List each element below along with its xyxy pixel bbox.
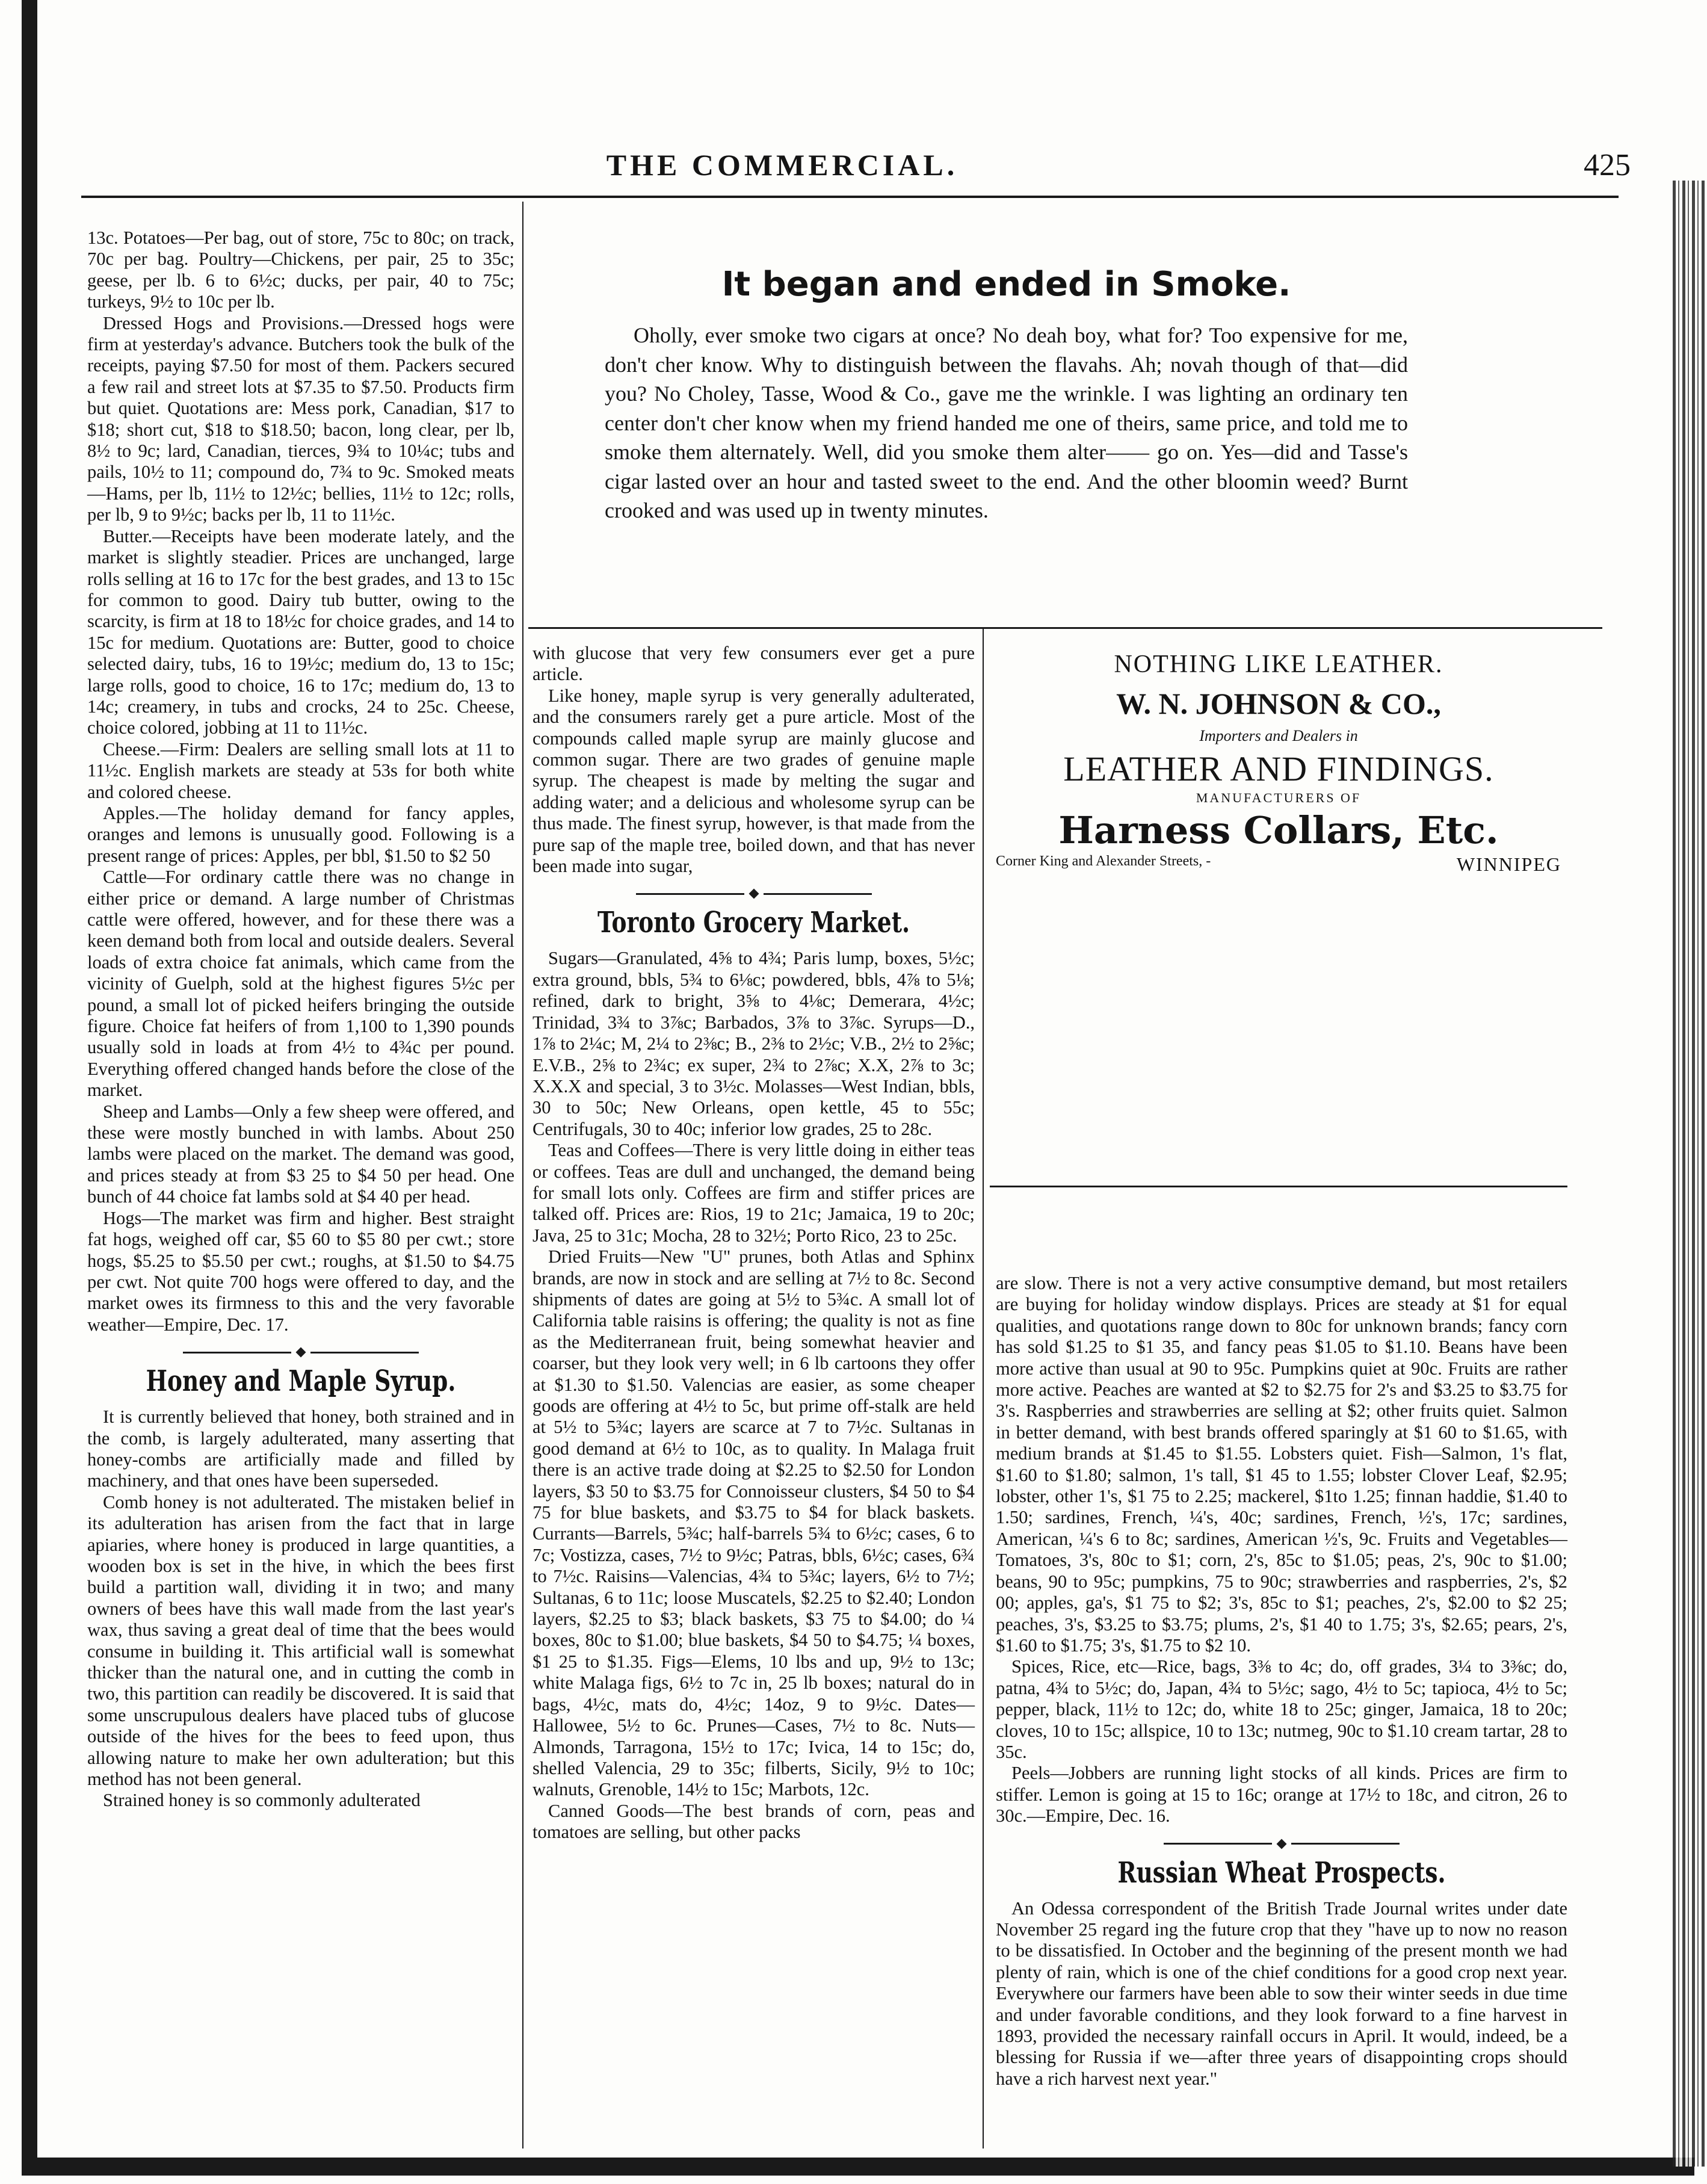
article-paragraph: Strained honey is so commonly adulterated — [103, 1790, 421, 1811]
article-paragraph: Peels—Jobbers are running light stocks of all kinds. Prices are firm to stiffer. Lemon is going at 15 to 16c; orange at 17½ to 18c, and citron, 26 to 30c.—Empire, Dec. 16. — [996, 1763, 1567, 1827]
leather-ad-company: W. N. JOHNSON & CO., — [1116, 687, 1441, 720]
header-rule — [81, 196, 1619, 198]
smoke-ad-body: Oholly, ever smoke two cigars at once? No deah boy, what for? Too expensive for me, don't cher know. Why to distinguish between the flavahs. Ah; novah though of that—did you? No Choley, Tasse, Wood & Co., gave me the wrinkle. I was lighting an ordinary ten center don't cher know when my friend handed me one of theirs, same price, and told me to smoke them alternately. Well, did you smoke them alter—— go on. Yes—did and Tasse's cigar lasted over an hour and tasted sweet to the end. And the other bloomin weed? Burnt crooked and was used up in twenty minutes. — [605, 323, 1408, 522]
article-paragraph: Like honey, maple syrup is very generally adulterated, and the consumers rarely get a pure article. Most of the compounds called maple syrup are mainly glucose and common sugar. There are two grades of genuine maple syrup. The cheapest is made by melting the sugar and adding water; and a delicious and wholesome syrup can be thus made. The finest syrup, however, is that made from the pure sap of the maple tree, boiled down, and that has never been made into sugar, — [532, 685, 975, 877]
section-ornament — [996, 1832, 1567, 1845]
article-paragraph: Cheese.—Firm: Dealers are selling small lots at 11 to 11½c. English markets are steady at 53s for both white and colored cheese. — [87, 738, 514, 802]
column-divider-2 — [983, 629, 984, 2148]
leather-advertisement — [990, 644, 1567, 876]
article-paragraph: Cattle—For ordinary cattle there was no change in either price or demand. A large number of Christmas cattle were offered, however, and for these there was a keen demand both from local and outside dealers. Several loads of extra choice fat animals, which came from the vicinity of Guelph, sold at the highest figures 5½c per pound, a small lot of picked heifers bringing the outside figure. Choice fat heifers of from 1,100 to 1,390 pounds usually sold in loads at from 4½ to 4¾c per pound. Everything offered changed hands before the close of the market. — [87, 867, 514, 1101]
article-paragraph: Butter.—Receipts have been moderate lately, and the market is slightly steadier. Prices are unchanged, large rolls selling at 16 to 17c for the best grades, and 13 to 15c for common to good. Dairy tub butter, owing to the scarcity, is firm at 18 to 18½c for choice grades, and 14 to 15c for medium. Quotations are: Butter, good to choice selected dairy, tubs, 16 to 19½c; medium do, 13 to 15c; large rolls, good to choice, 16 to 17c; medium do, 13 to 14c; creamery, in tubs and crocks, 24 to 25c. Cheese, choice colored, jobbing at 11 to 11½c. — [87, 525, 514, 738]
article-paragraph: Sheep and Lambs—Only a few sheep were offered, and these were mostly bunched in with lambs. About 250 lambs were placed on the market. The demand was good, and prices steady at from $3 25 to $4 50 per head. One bunch of 44 choice fat lambs sold at $4 40 per head. — [87, 1101, 514, 1207]
page-number: 425 — [1584, 148, 1631, 182]
leather-ad-products: LEATHER AND FINDINGS. — [1063, 749, 1494, 788]
smoke-ad-bottom-rule — [528, 627, 1602, 629]
article-paragraph: Teas and Coffees—There is very little doing in either teas or coffees. Teas are dull and unchanged, the demand being for small lots only. Coffees are firm and stiffer prices are talked off. Prices are: Rios, 19 to 21c; Jamaica, 19 to 20c; Java, 25 to 31c; Mocha, 28 to 32½; Porto Rico, 23 to 25c. — [532, 1140, 975, 1246]
leather-ad-address: Corner King and Alexander Streets, - — [996, 853, 1211, 869]
honey-heading: Honey and Maple Syrup. — [146, 1364, 456, 1399]
russian-heading: Russian Wheat Prospects. — [1117, 1855, 1446, 1890]
article-paragraph: Sugars—Granulated, 4⅝ to 4¾; Paris lump, boxes, 5½c; extra ground, bbls, 5¾ to 6⅛c; powdered, bbls, 4⅞ to 5⅛; refined, dark to bright, 3⅝ to 4⅛c; Demerara, 4½c; Trinidad, 3¾ to 3⅞c; Barbados, 3⅞ to 3⅞c. Syrups—D., 1⅞ to 2¼c; M, 2¼ to 2⅜c; B., 2⅜ to 2½c; V.B., 2½ to 2⅝c; E.V.B., 2⅝ to 2¾c; ex super, 2¾ to 2⅞c; X.X, 2⅞ to 3c; X.X.X and special, 3 to 3½c. Molasses—West Indian, bbls, 30 to 50c; New Orleans, open kettle, 45 to 55c; Centrifugals, 30 to 40c; inferior low grades, 25 to 28c. — [532, 948, 975, 1139]
article-paragraph: Dressed Hogs and Provisions.—Dressed hogs were firm at yesterday's advance. Butchers took the bulk of the receipts, paying $7.50 for most of them. Packers secured a few rail and street lots at $7.35 to $7.50. Products firm but quiet. Quotations are: Mess pork, Canadian, $17 to $18; short cut, $18 to $18.50; bacon, long clear, per lb, 8½ to 9c; lard, Canadian, tierces, 9¾ to 10¼c; tubs and pails, 10½ to 11; compound do, 7¾ to 9c. Smoked meats—Hams, per lb, 11½ to 12½c; bellies, 11½ to 12c; rolls, per lb, 9 to 9½c; backs per lb, 11 to 11½c. — [87, 312, 514, 525]
article-paragraph: are slow. There is not a very active consumptive demand, but most retailers are buying for holiday window displays. Prices are steady at $1 for equal qualities, and quotations range down to 80c for unknown brands; fancy corn has sold $1.25 to $1 35, and fancy peas $1.05 to $1.10. Beans have been more active than usual at 90 to 95c. Pumpkins quiet at 90c. Fruits are rather more active. Peaches are wanted at $2 to $2.75 for 2's and $3.25 to $3.75 for 3's. Raspberries and strawberries are selling at $2; other fruits quiet. Salmon in better demand, with best brands offered sparingly at $1 60 to $1.65, with medium brands at $1.45 to $1.55. Lobsters quiet. Fish—Salmon, 1's flat, $1.60 to $1.80; salmon, 1's tall, $1 45 to 1.55; lobster Clover Leaf, $2.95; lobster, other 1's, $1 75 to 2.25; mackerel, $1to 1.25; finnan haddie, $1.40 to 1.50; sardines, French, ¼'s, 40c; sardines, French, ½'s, 17c; sardines, American, ¼'s 6 to 8c; sardines, American ½'s, 9c. Fruits and Vegetables—Tomatoes, 3's, 80c to $1; corn, 2's, 85c to $1.05; peas, 2's, 90c to $1.00; beans, 90 to 95c; pumpkins, 75 to 90c; strawberries and raspberries, 2's, $2 00; apples, ga's, $1 75 to $2; 3's, 85c to $1; peaches, 2's, $2.00 to $2 25; peaches, 3's, $3.25 to $3.75; plums, 2's, $1 40 to 1.75; 3's, $2.65; pears, 2's, $1.60 to $1.75; 3's, $1.75 to $2 10. — [996, 1273, 1567, 1656]
section-ornament — [532, 882, 975, 895]
smoke-advertisement — [605, 265, 1408, 525]
article-paragraph: Hogs—The market was firm and higher. Best straight fat hogs, weighed off car, $5 60 to $5 80 per cwt.; store hogs, $5.25 to $5.50 per cwt.; roughs, at $1.50 to $4.75 per cwt. Not quite 700 hogs were offered to day, and the market owes its firmness to this and the very favorable weather—Empire, Dec. 17. — [87, 1207, 514, 1335]
binding-edge — [1673, 181, 1707, 2167]
article-paragraph: with glucose that very few consumers ever get a pure article. — [532, 643, 975, 685]
section-ornament — [87, 1340, 514, 1353]
article-paragraph: Dried Fruits—New "U" prunes, both Atlas and Sphinx brands, are now in stock and are selling at 7½ to 8c. Second shipments of dates are going at 5½ to 5¾c. A small lot of California table raisins is offering; the quality is not as fine as the Mediterranean fruit, being somewhat heavier and coarser, but they look very well; in 6 lb cartoons they offer at $1.30 to $1.50. Valencias are easier, as some cheaper goods are offering at 4½ to 5c, but prime off-stalk are held at 5½ to 5¾c; layers are scarce at 7 to 7½c. Sultanas in good demand at 6½ to 10c, as to quality. In Malaga fruit there is an active trade doing at $2.25 to $2.50 for London layers, $3 50 to $3.75 for Connoisseur clusters, $4 50 to $4 75 for blue baskets, and $3.75 to $4 for black baskets. Currants—Barrels, 5¾c; half-barrels 5¾ to 6½c; cases, 6 to 7c; Vostizza, cases, 7½ to 9½c; Patras, bbls, 6½c; cases, 6¾ to 7½c. Raisins—Valencias, 4¾ to 5¾c; layers, 6½ to 7½; Sultanas, 6 to 11c; loose Muscatels, $2.25 to $2.40; London layers, $2.25 to $3; black baskets, $3 75 to $4.00; do ¼ boxes, 80c to $1.00; blue baskets, $4 50 to $4.75; ¼ boxes, $1 25 to $1.35. Figs—Elems, 10 lbs and up, 9½ to 13c; white Malaga figs, 6½ to 7c in, 25 lb boxes; natural do in bags, 4½c, mats do, 4½c; 14oz, 9 to 9½c. Dates—Hallowee, 5½ to 6c. Prunes—Cases, 7½ to 8c. Nuts—Almonds, Tarragona, 15½ to 17c; Ivica, 14 to 15c; do, shelled Valencia, 29 to 35c; filberts, Sicily, 9½ to 10c; walnuts, Grenoble, 14½ to 15c; Marbots, 12c. — [532, 1246, 975, 1800]
column-divider-1 — [522, 202, 523, 2148]
article-paragraph: Comb honey is not adulterated. The mistaken belief in its adulteration has arisen from the fact that in large apiaries, where honey is produced in large quantities, a wooden box is set in the hive, in which the bees first build a partition wall, dividing it in two; and many owners of bees have this wall made from the last year's wax, thus saving a great deal of time that the bees would consume in building it. This artificial wall is somewhat thicker than the natural one, and in cutting the comb in two, this partition can readily be discovered. It is said that some unscrupulous dealers have placed tubs of glucose outside of the hives for the bees to feed upon, thus allowing nature to make her own adulteration; but this method has not been general. — [87, 1491, 514, 1790]
leather-ad-slogan: NOTHING LIKE LEATHER. — [1114, 651, 1443, 678]
leather-ad-manufacturers: MANUFACTURERS OF — [1196, 790, 1362, 805]
smoke-ad-title: It began and ended in Smoke. — [721, 265, 1291, 304]
page-border-left — [22, 0, 37, 2161]
column-1 — [87, 227, 514, 1811]
leather-ad-address-row — [990, 853, 1567, 876]
leather-ad-bottom-rule — [990, 1186, 1567, 1187]
column-3 — [996, 1273, 1567, 2090]
article-paragraph: 13c. Potatoes—Per bag, out of store, 75c to 80c; on track, 70c per bag. Poultry—Chickens, per pair, 25 to 35c; geese, per lb. 6 to 6½c; ducks, per pair, 40 to 75c; turkeys, 9½ to 10c per lb. — [87, 227, 514, 312]
article-paragraph: An Odessa correspondent of the British Trade Journal writes under date November 25 regard ing the future crop that they "have up to now no reason to be dissatisfied. In October and the beginning of the present month we had plenty of rain, which is one of the chief conditions for a good crop next year. Everywhere our farmers have been able to sow their winter seeds in due time and under favorable conditions, and they look forward to a fine harvest in 1893, provided the necessary rainfall occurs in April. It would, indeed, be a blessing for Russia if we—after three years of disappointing crops should have a rich harvest next year." — [996, 1898, 1567, 2089]
page-border-bottom — [22, 2158, 1694, 2176]
leather-ad-city: WINNIPEG — [1456, 853, 1561, 875]
masthead-title: THE COMMERCIAL. — [606, 148, 958, 182]
article-paragraph: It is currently believed that honey, both strained and in the comb, is largely adulterated, many asserting that honey-combs are artificially made and filled by machinery, and that ones have been superseded. — [87, 1406, 514, 1491]
leather-ad-harness: Harness Collars, Etc. — [1058, 808, 1499, 852]
article-paragraph: Spices, Rice, etc—Rice, bags, 3⅜ to 4c; do, off grades, 3¼ to 3⅜c; do, patna, 4¾ to 5½c; do, Japan, 4¾ to 5½c; sago, 4½ to 5c; tapioca, 4½ to 5c; pepper, black, 11½ to 12c; do, white 18 to 25c; ginger, Jamaica, 18 to 20c; cloves, 10 to 15c; allspice, 10 to 13c; nutmeg, 90c to $1.10 cream tartar, 28 to 35c. — [996, 1656, 1567, 1762]
toronto-heading: Toronto Grocery Market. — [597, 906, 910, 940]
leather-ad-subtitle: Importers and Dealers in — [1199, 727, 1358, 744]
article-paragraph: Apples.—The holiday demand for fancy apples, oranges and lemons is unusually good. Following is a present range of prices: Apples, per bbl, $1.50 to $2 50 — [87, 802, 514, 866]
article-paragraph: Canned Goods—The best brands of corn, peas and tomatoes are selling, but other packs — [532, 1800, 975, 1843]
column-2 — [532, 643, 975, 1843]
